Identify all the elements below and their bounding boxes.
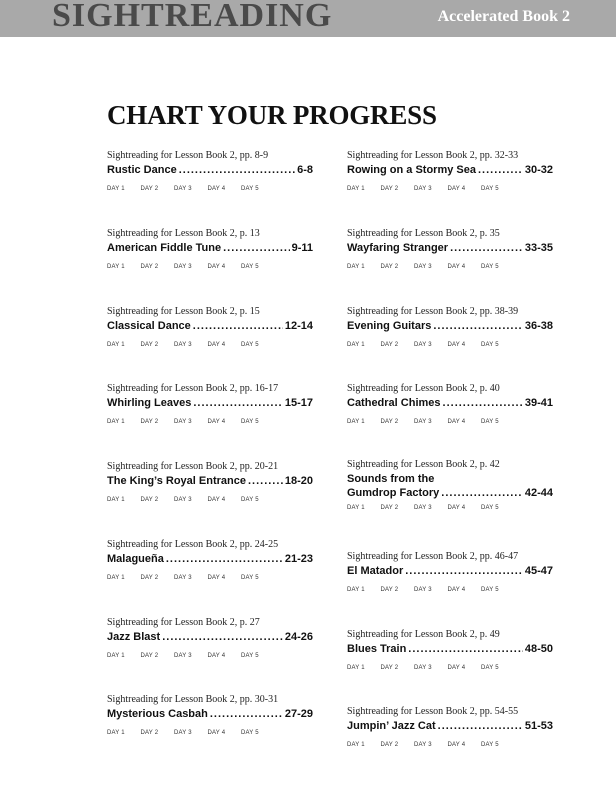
day-label: DAY 4 (447, 419, 466, 425)
day-label: DAY 4 (207, 653, 226, 659)
day-label: DAY 2 (380, 264, 399, 270)
day-label: DAY 3 (174, 186, 192, 192)
piece-title: Wayfaring Stranger (347, 242, 449, 254)
dot-leader (162, 630, 283, 644)
dot-leader (248, 474, 283, 488)
piece-title: Rustic Dance (107, 164, 177, 176)
day-label: DAY 5 (241, 419, 259, 425)
day-label: DAY 1 (347, 342, 365, 348)
day-label: DAY 4 (207, 419, 226, 425)
day-label: DAY 5 (481, 342, 499, 348)
day-label: DAY 1 (347, 419, 365, 425)
piece-title: Mysterious Casbah (107, 708, 208, 720)
day-label: DAY 3 (414, 342, 432, 348)
piece-title: The King’s Royal Entrance (107, 475, 246, 487)
progress-entry (107, 383, 313, 425)
progress-entry (347, 150, 553, 192)
lesson-reference: Sightreading for Lesson Book 2, p. 40 (347, 383, 500, 394)
day-label: DAY 3 (174, 497, 192, 503)
lesson-reference: Sightreading for Lesson Book 2, pp. 20-21 (107, 461, 279, 472)
piece-line (107, 319, 313, 333)
day-checklist (107, 186, 313, 192)
day-checklist (107, 342, 313, 348)
piece-line (347, 486, 553, 500)
dot-leader (433, 319, 523, 333)
lesson-reference: Sightreading for Lesson Book 2, pp. 32-33 (347, 150, 519, 161)
piece-line (107, 396, 313, 410)
day-label: DAY 1 (347, 505, 365, 511)
day-label: DAY 4 (207, 264, 226, 270)
lesson-reference: Sightreading for Lesson Book 2, pp. 54-55 (347, 706, 519, 717)
day-label: DAY 3 (414, 587, 432, 593)
day-label: DAY 1 (107, 342, 125, 348)
day-label: DAY 1 (347, 742, 365, 748)
day-label: DAY 4 (447, 505, 466, 511)
day-label: DAY 5 (481, 419, 499, 425)
page-range: 30-32 (524, 164, 553, 176)
day-checklist (347, 665, 553, 671)
day-label: DAY 5 (481, 264, 499, 270)
dot-leader (441, 486, 523, 500)
day-label: DAY 3 (414, 419, 432, 425)
page-range: 39-41 (524, 397, 553, 409)
lesson-reference: Sightreading for Lesson Book 2, p. 27 (107, 617, 260, 628)
piece-line (107, 241, 313, 255)
piece-title: Classical Dance (107, 320, 191, 332)
lesson-reference: Sightreading for Lesson Book 2, pp. 38-39 (347, 306, 519, 317)
page-range: 36-38 (524, 320, 553, 332)
lesson-reference: Sightreading for Lesson Book 2, p. 15 (107, 306, 260, 317)
piece-title: Jumpin’ Jazz Cat (347, 720, 436, 732)
piece-title: American Fiddle Tune (107, 242, 222, 254)
page-range: 15-17 (284, 397, 313, 409)
day-label: DAY 2 (380, 742, 399, 748)
day-label: DAY 3 (174, 653, 192, 659)
book-title: Accelerated Book 2 (437, 8, 570, 25)
day-label: DAY 1 (107, 419, 125, 425)
page-range: 48-50 (524, 643, 553, 655)
piece-title: Gumdrop Factory (347, 487, 440, 499)
page-range: 21-23 (284, 553, 313, 565)
day-label: DAY 4 (447, 742, 466, 748)
piece-title: Rowing on a Stormy Sea (347, 164, 476, 176)
progress-entry (107, 306, 313, 348)
page-range: 45-47 (524, 565, 553, 577)
day-label: DAY 5 (241, 575, 259, 581)
piece-title: Malagueña (107, 553, 164, 565)
day-label: DAY 1 (107, 264, 125, 270)
page-range: 12-14 (284, 320, 313, 332)
series-title: SIGHTREADING (52, 0, 333, 34)
page-range: 27-29 (284, 708, 313, 720)
page-range: 24-26 (284, 631, 313, 643)
dot-leader (443, 396, 523, 410)
day-label: DAY 5 (241, 264, 259, 270)
piece-line (107, 163, 313, 177)
lesson-reference: Sightreading for Lesson Book 2, pp. 8-9 (107, 150, 269, 161)
day-checklist (107, 653, 313, 659)
day-checklist (347, 264, 553, 270)
day-checklist (347, 419, 553, 425)
dot-leader (166, 552, 283, 566)
day-label: DAY 1 (347, 264, 365, 270)
page-range: 42-44 (524, 487, 553, 499)
progress-entry (347, 228, 553, 270)
day-label: DAY 3 (174, 730, 192, 736)
page-title: CHART YOUR PROGRESS (107, 100, 437, 130)
piece-line (347, 642, 553, 656)
progress-entry (347, 706, 553, 748)
day-label: DAY 5 (481, 587, 499, 593)
day-label: DAY 1 (107, 575, 125, 581)
day-label: DAY 2 (140, 264, 159, 270)
day-label: DAY 4 (207, 342, 226, 348)
day-label: DAY 2 (140, 653, 159, 659)
day-label: DAY 3 (174, 419, 192, 425)
page-range: 9-11 (291, 242, 313, 254)
day-label: DAY 3 (414, 186, 432, 192)
piece-line (347, 564, 553, 578)
day-label: DAY 3 (414, 665, 432, 671)
piece-line (107, 707, 313, 721)
progress-entry (347, 551, 553, 593)
day-label: DAY 4 (207, 186, 226, 192)
progress-entry (107, 150, 313, 192)
day-label: DAY 3 (414, 742, 432, 748)
dot-leader (193, 396, 283, 410)
day-label: DAY 4 (447, 186, 466, 192)
progress-entry (107, 228, 313, 270)
progress-entry (107, 461, 313, 503)
piece-title: Cathedral Chimes (347, 397, 441, 409)
piece-title: Jazz Blast (107, 631, 161, 643)
piece-title: Evening Guitars (347, 320, 432, 332)
day-label: DAY 3 (414, 264, 432, 270)
day-label: DAY 5 (241, 342, 259, 348)
piece-title: El Matador (347, 565, 404, 577)
dot-leader (450, 241, 523, 255)
day-label: DAY 5 (241, 186, 259, 192)
day-label: DAY 3 (174, 342, 192, 348)
page-range: 51-53 (524, 720, 553, 732)
piece-title-line: Sounds from the (347, 473, 435, 485)
day-label: DAY 2 (140, 186, 159, 192)
day-checklist (347, 587, 553, 593)
piece-line (347, 396, 553, 410)
day-label: DAY 3 (174, 264, 192, 270)
page-range: 6-8 (297, 164, 313, 176)
dot-leader (193, 319, 283, 333)
day-checklist (347, 505, 553, 511)
piece-line (347, 719, 553, 733)
dot-leader (438, 719, 523, 733)
day-checklist (107, 730, 313, 736)
piece-line (347, 241, 553, 255)
day-label: DAY 2 (380, 342, 399, 348)
day-label: DAY 2 (140, 342, 159, 348)
day-label: DAY 4 (447, 264, 466, 270)
day-label: DAY 4 (447, 665, 466, 671)
progress-entry (347, 459, 553, 511)
dot-leader (210, 707, 283, 721)
dot-leader (179, 163, 295, 177)
day-checklist (107, 497, 313, 503)
day-label: DAY 2 (380, 665, 399, 671)
lesson-reference: Sightreading for Lesson Book 2, pp. 46-47 (347, 551, 519, 562)
lesson-reference: Sightreading for Lesson Book 2, p. 42 (347, 459, 500, 470)
piece-line (347, 163, 553, 177)
day-label: DAY 3 (414, 505, 432, 511)
day-label: DAY 5 (481, 665, 499, 671)
day-label: DAY 2 (140, 419, 159, 425)
day-label: DAY 5 (241, 730, 259, 736)
progress-entry (347, 306, 553, 348)
day-label: DAY 5 (481, 505, 499, 511)
day-label: DAY 2 (380, 505, 399, 511)
piece-line (107, 474, 313, 488)
day-label: DAY 1 (107, 186, 125, 192)
day-label: DAY 2 (380, 587, 399, 593)
header-bar (0, 0, 616, 37)
piece-title: Whirling Leaves (107, 397, 192, 409)
day-label: DAY 5 (241, 497, 259, 503)
day-label: DAY 2 (380, 186, 399, 192)
lesson-reference: Sightreading for Lesson Book 2, p. 49 (347, 629, 500, 640)
page-range: 18-20 (284, 475, 313, 487)
piece-line (107, 552, 313, 566)
day-label: DAY 5 (481, 186, 499, 192)
dot-leader (223, 241, 289, 255)
day-label: DAY 2 (140, 575, 159, 581)
day-checklist (347, 742, 553, 748)
day-label: DAY 4 (207, 575, 226, 581)
piece-line (107, 630, 313, 644)
day-label: DAY 4 (207, 497, 226, 503)
day-label: DAY 4 (447, 342, 466, 348)
day-checklist (347, 342, 553, 348)
progress-entry (347, 629, 553, 671)
dot-leader (408, 642, 523, 656)
piece-title: Blues Train (347, 643, 407, 655)
day-checklist (347, 186, 553, 192)
day-label: DAY 1 (107, 653, 125, 659)
progress-entry (107, 617, 313, 659)
lesson-reference: Sightreading for Lesson Book 2, p. 13 (107, 228, 260, 239)
lesson-reference: Sightreading for Lesson Book 2, p. 35 (347, 228, 500, 239)
day-label: DAY 5 (241, 653, 259, 659)
day-label: DAY 1 (347, 587, 365, 593)
day-label: DAY 3 (174, 575, 192, 581)
day-label: DAY 5 (481, 742, 499, 748)
lesson-reference: Sightreading for Lesson Book 2, pp. 24-25 (107, 539, 279, 550)
progress-entry (107, 694, 313, 736)
progress-entry (107, 539, 313, 581)
day-label: DAY 1 (347, 186, 365, 192)
day-checklist (107, 575, 313, 581)
day-checklist (107, 264, 313, 270)
lesson-reference: Sightreading for Lesson Book 2, pp. 16-17 (107, 383, 279, 394)
piece-line (347, 319, 553, 333)
day-label: DAY 1 (107, 730, 125, 736)
day-label: DAY 4 (207, 730, 226, 736)
lesson-reference: Sightreading for Lesson Book 2, pp. 30-31 (107, 694, 279, 705)
day-label: DAY 2 (140, 730, 159, 736)
dot-leader (405, 564, 523, 578)
day-label: DAY 2 (140, 497, 159, 503)
page-range: 33-35 (524, 242, 553, 254)
day-label: DAY 4 (447, 587, 466, 593)
dot-leader (478, 163, 523, 177)
progress-entry (347, 383, 553, 425)
day-label: DAY 1 (347, 665, 365, 671)
day-label: DAY 1 (107, 497, 125, 503)
day-label: DAY 2 (380, 419, 399, 425)
day-checklist (107, 419, 313, 425)
